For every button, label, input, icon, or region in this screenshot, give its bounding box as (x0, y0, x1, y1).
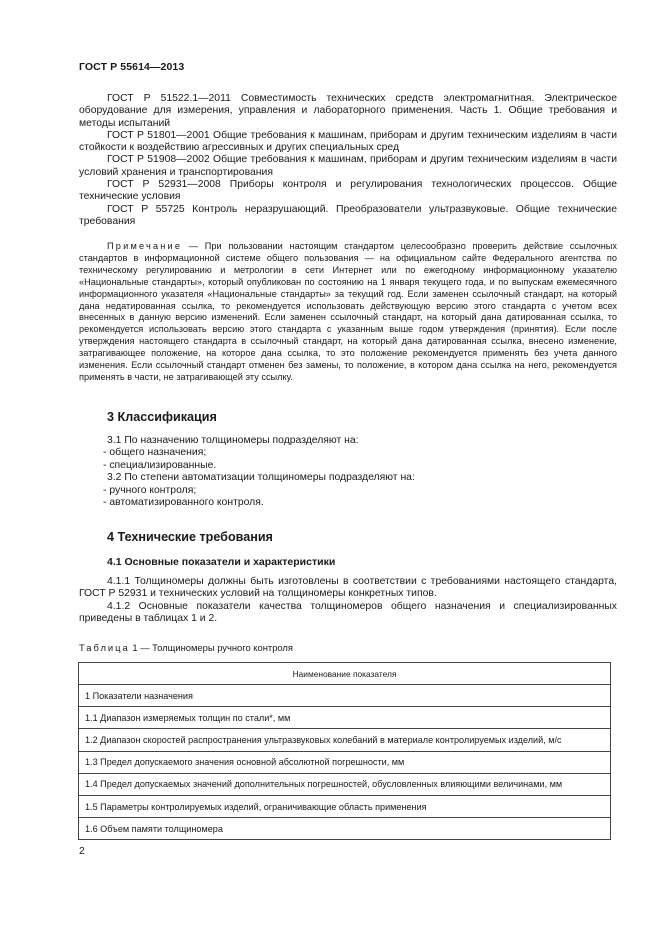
table-row (79, 707, 611, 729)
list-item: - общего назначения; (103, 447, 207, 459)
table-cell: 1.1 Диапазон измеряемых толщин по стали*, мм (79, 707, 611, 729)
table-caption-label: Таблица (79, 642, 130, 653)
table-cell: 1.4 Предел допускаемых значений дополнительных погрешностей, обусловленных влияющими величинами, мм (79, 773, 611, 795)
reference-item: ГОСТ Р 52931—2008 Приборы контроля и регулирования технологических процессов. Общие технические условия (79, 179, 617, 203)
table-row (79, 751, 611, 773)
note-text: — При пользовании настоящим стандартом целесообразно проверить действие ссылочных стандартов в информационной системе общего пользования — на официальном сайте Федерального агентства по техническому регулированию и метрологии в сети Интернет или по ежегодному информационному указателю «Национальные стандарты», который опубликован по состоянию на 1 января текущего года, и по выпускам ежемесячного информационного указателя «Национальные стандарты» за текущий год. Если заменен ссылочный стандарт, на который дана недатированная ссылка, то рекомендуется использовать действующую версию этого стандарта с учетом всех внесенных в данную версию изменений. Если заменен ссылочный стандарт, на который дана датированная ссылка, то рекомендуется использовать версию этого стандарта с указанным выше годом утверждения (принятия). Если после утверждения настоящего стандарта в ссылочный стандарт, на который дана датированная ссылка, внесено изменение, затрагивающее положение, на которое дана ссылка, то это положение рекомендуется применять без учета данного изменения. Если ссылочный стандарт отменен без замены, то положение, в котором дана ссылка на него, рекомендуется применять в части, не затрагивающей эту ссылку. (79, 241, 617, 382)
table-row (79, 685, 611, 707)
table-caption-text: 1 — Толщиномеры ручного контроля (129, 642, 293, 653)
list-item: - автоматизированного контроля. (103, 497, 264, 509)
table-cell: 1.2 Диапазон скоростей распространения ультразвуковых колебаний в материале контролируемых изделий, м/с (79, 729, 611, 751)
section-4-body (79, 576, 617, 625)
document-header: ГОСТ Р 55614—2013 (79, 61, 185, 73)
list-item: - специализированные. (103, 459, 217, 471)
note-paragraph (79, 241, 617, 384)
section-4-heading: 4 Технические требования (107, 530, 273, 544)
section-3-heading: 3 Классификация (107, 410, 217, 424)
clause-paragraph: 4.1.2 Основные показатели качества толщиномеров общего назначения и специализированных приведены в таблицах 1 и 2. (79, 600, 617, 624)
table-row (79, 818, 611, 840)
table-row (79, 729, 611, 751)
table-cell: 1.3 Предел допускаемого значения основной абсолютной погрешности, мм (79, 751, 611, 773)
list-item: - ручного контроля; (103, 484, 197, 496)
reference-item: ГОСТ Р 51522.1—2011 Совместимость технических средств электромагнитная. Электрическое оборудование для измерения, управления и лабораторного применения. Часть 1. Общие требования и методы испытаний (79, 93, 617, 129)
reference-item: ГОСТ Р 55725 Контроль неразрушающий. Преобразователи ультразвуковые. Общие технические требования (79, 203, 617, 227)
reference-item: ГОСТ Р 51801—2001 Общие требования к машинам, приборам и другим техническим изделиям в части стойкости к воздействию агрессивных и других специальных сред (79, 129, 617, 154)
table-cell: 1.6 Объем памяти толщиномера (79, 818, 611, 840)
section-3-body (79, 435, 617, 509)
clause-paragraph: 4.1.1 Толщиномеры должны быть изготовлены в соответствии с требованиями настоящего стандарта, ГОСТ Р 52931 и технических условий на толщиномеры конкретных типов. (79, 576, 617, 600)
subsection-4-1-heading: 4.1 Основные показатели и характеристики (107, 556, 336, 568)
table-row (79, 773, 611, 795)
table-cell: 1.5 Параметры контролируемых изделий, ограничивающие область применения (79, 795, 611, 817)
clause-line: 3.2 По степени автоматизации толщиномеры подразделяют на: (107, 472, 415, 484)
table-1 (78, 662, 611, 840)
clause-line: 3.1 По назначению толщиномеры подразделяют на: (107, 435, 359, 446)
reference-item: ГОСТ Р 51908—2002 Общие требования к машинам, приборам и другим техническим изделиям в части условий хранения и транспортирования (79, 154, 617, 178)
note-label: Примечание (107, 241, 183, 251)
page-number: 2 (79, 846, 85, 857)
normative-references (79, 93, 617, 228)
table-caption (79, 642, 293, 653)
table-row (79, 795, 611, 817)
table-cell: 1 Показатели назначения (79, 685, 611, 707)
table-header-cell: Наименование показателя (79, 663, 611, 685)
table-header-row (79, 663, 611, 685)
